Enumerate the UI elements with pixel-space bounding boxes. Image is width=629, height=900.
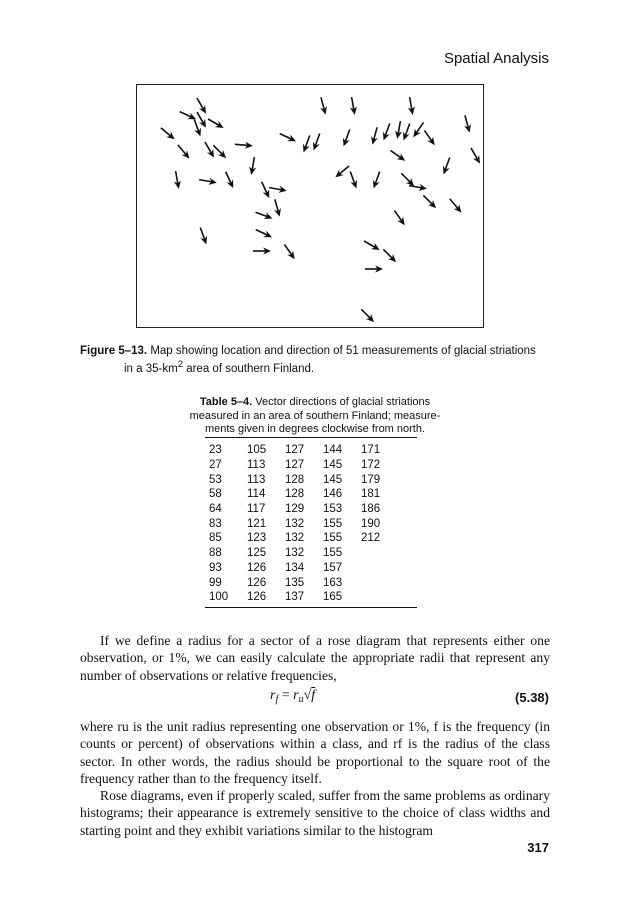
table-cell: 172 xyxy=(361,459,381,472)
table-cell: 128 xyxy=(285,473,305,486)
striation-arrow xyxy=(347,170,360,189)
table-cell: 27 xyxy=(209,459,222,472)
table-row xyxy=(209,561,399,576)
table-row xyxy=(209,458,399,473)
table-row xyxy=(209,443,399,458)
table-cell: 129 xyxy=(285,503,305,516)
table-cell: 121 xyxy=(247,517,267,530)
running-head: Spatial Analysis xyxy=(443,50,549,67)
striation-table xyxy=(209,443,399,605)
striation-arrow xyxy=(172,170,182,189)
table-cell: 126 xyxy=(247,576,267,589)
striation-arrow xyxy=(400,122,413,141)
table-row xyxy=(209,502,399,517)
striation-arrow xyxy=(365,265,383,272)
striation-arrow xyxy=(421,193,439,211)
table-cell: 114 xyxy=(247,488,266,501)
table-cell: 145 xyxy=(323,473,343,486)
table-cell: 134 xyxy=(285,561,305,574)
table-cell: 126 xyxy=(247,561,267,574)
striation-arrow xyxy=(410,120,426,139)
table-cell: 190 xyxy=(361,517,381,530)
striation-arrow xyxy=(406,96,416,115)
striation-arrow xyxy=(447,197,464,215)
striation-arrow xyxy=(421,128,437,147)
striation-arrow xyxy=(317,96,329,115)
paragraph-where: where ru is the unit radius representing one observation or 1%, f is the frequency (in counts or percent) of observations within a class, and rf is the radius of the class sector. In other words, the radius should be proportional to the square root of the frequency rather than to the frequency itself. xyxy=(80,719,550,787)
striation-arrow xyxy=(281,242,297,261)
striation-arrow xyxy=(381,247,399,265)
equation-equals: = xyxy=(278,688,294,703)
table-cell: 165 xyxy=(323,591,343,604)
table-cell: 85 xyxy=(209,532,222,545)
table-caption-line3: ments given in degrees clockwise from north. xyxy=(204,423,426,435)
table-caption xyxy=(180,396,450,437)
table-cell: 132 xyxy=(285,517,305,530)
striation-arrow xyxy=(468,146,483,165)
striation-arrow xyxy=(248,156,258,175)
striation-arrow xyxy=(222,170,236,189)
striation-arrow xyxy=(271,198,283,217)
striation-arrow xyxy=(370,170,383,189)
table-bottom-rule xyxy=(205,607,417,608)
equation-ru: r xyxy=(293,688,299,703)
striation-arrow xyxy=(333,163,351,180)
striation-arrow xyxy=(310,132,323,151)
striation-arrow xyxy=(194,96,209,115)
figure-caption-line1: Map showing location and direction of 51 measurements of glacial striations xyxy=(150,345,536,357)
striation-arrow xyxy=(388,147,407,163)
table-label: Table 5–4. xyxy=(199,396,253,408)
table-cell: 113 xyxy=(247,473,266,486)
striation-arrow xyxy=(253,247,271,254)
table-cell: 155 xyxy=(323,547,343,560)
table-row xyxy=(209,516,399,531)
table-cell: 157 xyxy=(323,561,343,574)
table-cell: 83 xyxy=(209,517,222,530)
striation-arrow xyxy=(461,114,473,133)
striation-arrow xyxy=(340,128,353,147)
figure-caption-superscript: 2 xyxy=(177,359,184,370)
striation-arrow xyxy=(391,208,407,227)
table-cell: 58 xyxy=(209,488,222,501)
equation-f: f xyxy=(311,688,316,703)
table-cell: 53 xyxy=(209,473,222,486)
table-cell xyxy=(361,546,399,561)
equation-sqrt: √ xyxy=(303,688,312,703)
equation-r: r xyxy=(270,688,276,703)
figure-caption xyxy=(80,344,570,376)
table-cell: 132 xyxy=(285,532,305,545)
table-cell: 88 xyxy=(209,547,222,560)
table-cell: 99 xyxy=(209,576,222,589)
striation-arrow xyxy=(254,226,273,240)
table-row xyxy=(209,546,399,561)
striation-arrow xyxy=(197,226,210,245)
striation-arrow xyxy=(348,96,358,115)
table-cell: 155 xyxy=(323,532,343,545)
equation-sub-u: u xyxy=(298,694,304,705)
table-cell: 146 xyxy=(323,488,343,501)
table-cell: 105 xyxy=(247,444,267,457)
equation-number: (5.38) xyxy=(515,690,549,705)
table-cell: 23 xyxy=(209,444,222,457)
table-cell: 212 xyxy=(361,532,381,545)
table-cell: 113 xyxy=(247,459,266,472)
table-cell: 186 xyxy=(361,503,381,516)
table-cell: 117 xyxy=(247,503,266,516)
striation-arrow xyxy=(202,140,217,159)
striation-arrow xyxy=(440,156,453,175)
striation-arrow xyxy=(258,180,272,199)
table-cell: 135 xyxy=(285,576,305,589)
table-cell: 155 xyxy=(323,517,343,530)
table-cell: 100 xyxy=(209,591,229,604)
table-cell: 128 xyxy=(285,488,305,501)
equation xyxy=(270,688,315,705)
striation-map xyxy=(136,84,484,328)
table-caption-line1: Vector directions of glacial striations xyxy=(252,396,431,408)
table-cell: 179 xyxy=(361,473,381,486)
striation-arrow xyxy=(362,238,381,253)
striation-arrow xyxy=(175,143,192,161)
table-row xyxy=(209,487,399,502)
table-row xyxy=(209,575,399,590)
table-row xyxy=(209,531,399,546)
table-cell: 125 xyxy=(247,547,267,560)
figure-caption-line2-pre: in a 35-km xyxy=(124,362,178,375)
table-cell: 153 xyxy=(323,503,343,516)
page-number: 317 xyxy=(527,840,549,855)
paragraph-rose-radius: If we define a radius for a sector of a rose diagram that represents either one observation, or 1%, we can easily calculate the appropriate radii that represent any number of observations or relative frequencies, xyxy=(80,633,550,683)
table-top-rule xyxy=(205,437,417,438)
table-cell: 163 xyxy=(323,576,343,589)
striation-arrow xyxy=(300,134,313,153)
striation-arrow xyxy=(211,143,229,161)
equation-sub-f: f xyxy=(275,694,279,705)
table-cell: 145 xyxy=(323,459,343,472)
table-row xyxy=(209,472,399,487)
table-cell xyxy=(361,590,399,605)
table-cell: 93 xyxy=(209,561,222,574)
striation-arrow xyxy=(206,116,225,131)
table-cell: 123 xyxy=(247,532,267,545)
table-cell: 64 xyxy=(209,503,222,516)
striation-arrow xyxy=(359,307,377,325)
table-cell: 126 xyxy=(247,591,267,604)
striation-arrow xyxy=(268,184,287,194)
table-caption-line2: measured in an area of southern Finland; measure- xyxy=(189,409,441,422)
striation-arrow xyxy=(394,120,404,139)
striation-arrow xyxy=(380,122,393,141)
table-cell: 132 xyxy=(285,547,305,560)
table-cell xyxy=(361,575,399,590)
table-row xyxy=(209,590,399,605)
striation-arrow xyxy=(278,130,297,144)
table-cell: 144 xyxy=(323,444,343,457)
striation-arrows xyxy=(137,85,483,327)
table-cell: 181 xyxy=(361,488,381,501)
paragraph-rose-problems: Rose diagrams, even if properly scaled, suffer from the same problems as ordinary histograms; their appearance is extremely sensitive to the choice of class widths and starting point and they exhibit variations similar to the histogram xyxy=(80,788,550,838)
striation-arrow xyxy=(254,209,273,222)
table-cell: 127 xyxy=(285,459,305,472)
table-cell: 137 xyxy=(285,591,305,604)
striation-arrow xyxy=(369,126,381,145)
table-cell xyxy=(361,561,399,576)
figure-caption-line2-post: area of southern Finland. xyxy=(183,362,315,375)
table-cell: 127 xyxy=(285,444,305,457)
striation-arrow xyxy=(159,125,177,142)
figure-label: Figure 5–13. xyxy=(80,345,148,357)
striation-arrow xyxy=(235,141,254,150)
table-cell: 171 xyxy=(361,444,381,457)
striation-arrow xyxy=(198,176,217,186)
